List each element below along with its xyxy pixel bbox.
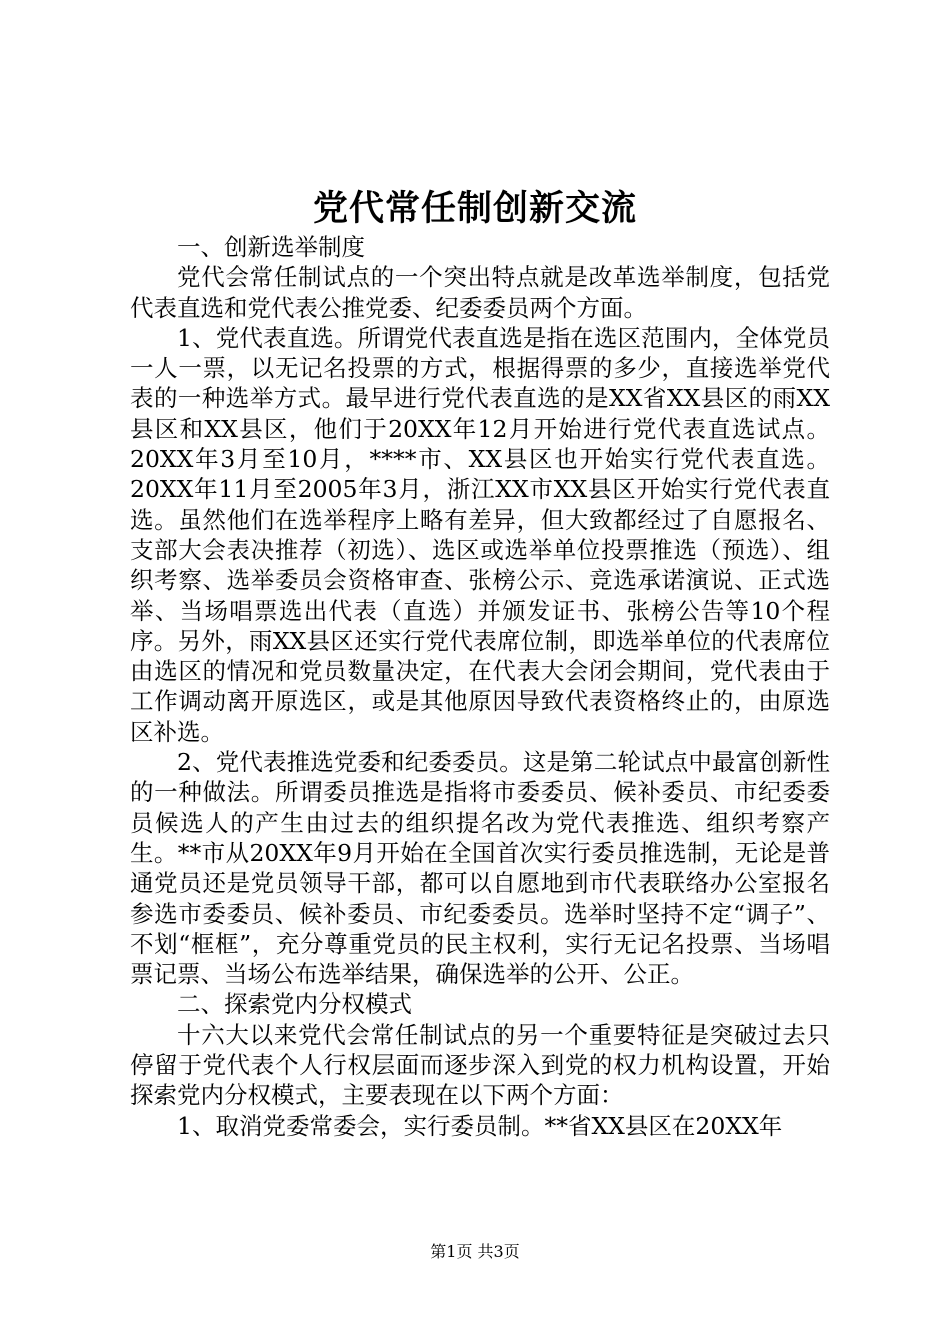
- paragraph-direct-election: 1、党代表直选。所谓党代表直选是指在选区范围内，全体党员一人一票，以无记名投票的方式，根据得票的多少，直接选举党代表的一种选举方式。最早进行党代表直选的是XX省XX县区的雨XX县区和XX县区，他们于20XX年12月开始进行党代表直选试点。20XX年3月至10月，****市、XX县区也开始实行党代表直选。20XX年11月至2005年3月，浙江XX市XX县区开始实行党代表直选。虽然他们在选举程序上略有差异，但大致都经过了自愿报名、支部大会表决推荐（初选）、选区或选举单位投票推选（预选）、组织考察、选举委员会资格审查、张榜公示、竞选承诺演说、正式选举、当场唱票选出代表（直选）并颁发证书、张榜公告等10个程序。另外，雨XX县区还实行党代表席位制，即选举单位的代表席位由选区的情况和党员数量决定，在代表大会闭会期间，党代表由于工作调动离开原选区，或是其他原因导致代表资格终止的，由原选区补选。: [130, 323, 830, 746]
- section-heading-2: 二、探索党内分权模式: [177, 990, 412, 1019]
- document-title: 党代常任制创新交流: [312, 188, 637, 229]
- paragraph-power-division: 十六大以来党代会常任制试点的另一个重要特征是突破过去只停留于党代表个人行权层面而逐步深入到党的权力机构设置，开始探索党内分权模式，主要表现在以下两个方面：: [130, 1020, 830, 1110]
- document-body: [130, 232, 830, 1141]
- paragraph-intro: 党代会常任制试点的一个突出特点就是改革选举制度，包括党代表直选和党代表公推党委、纪委委员两个方面。: [130, 263, 830, 322]
- paragraph-committee-election: 2、党代表推选党委和纪委委员。这是第二轮试点中最富创新性的一种做法。所谓委员推选是指将市委委员、候补委员、市纪委委员候选人的产生由过去的组织提名改为党代表推选、组织考察产生。**市从20XX年9月开始在全国首次实行委员推选制，无论是普通党员还是党员领导干部，都可以自愿地到市代表联络办公室报名参选市委委员、候补委员、市纪委委员。选举时坚持不定“调子”、不划“框框”，充分尊重党员的民主权利，实行无记名投票、当场唱票记票、当场公布选举结果，确保选举的公开、公正。: [130, 748, 830, 989]
- paragraph-committee-system: 1、取消党委常委会，实行委员制。**省XX县区在20XX年: [177, 1111, 783, 1140]
- page-number-footer: 第1页 共3页: [430, 1242, 520, 1261]
- section-heading-1: 一、创新选举制度: [177, 233, 365, 261]
